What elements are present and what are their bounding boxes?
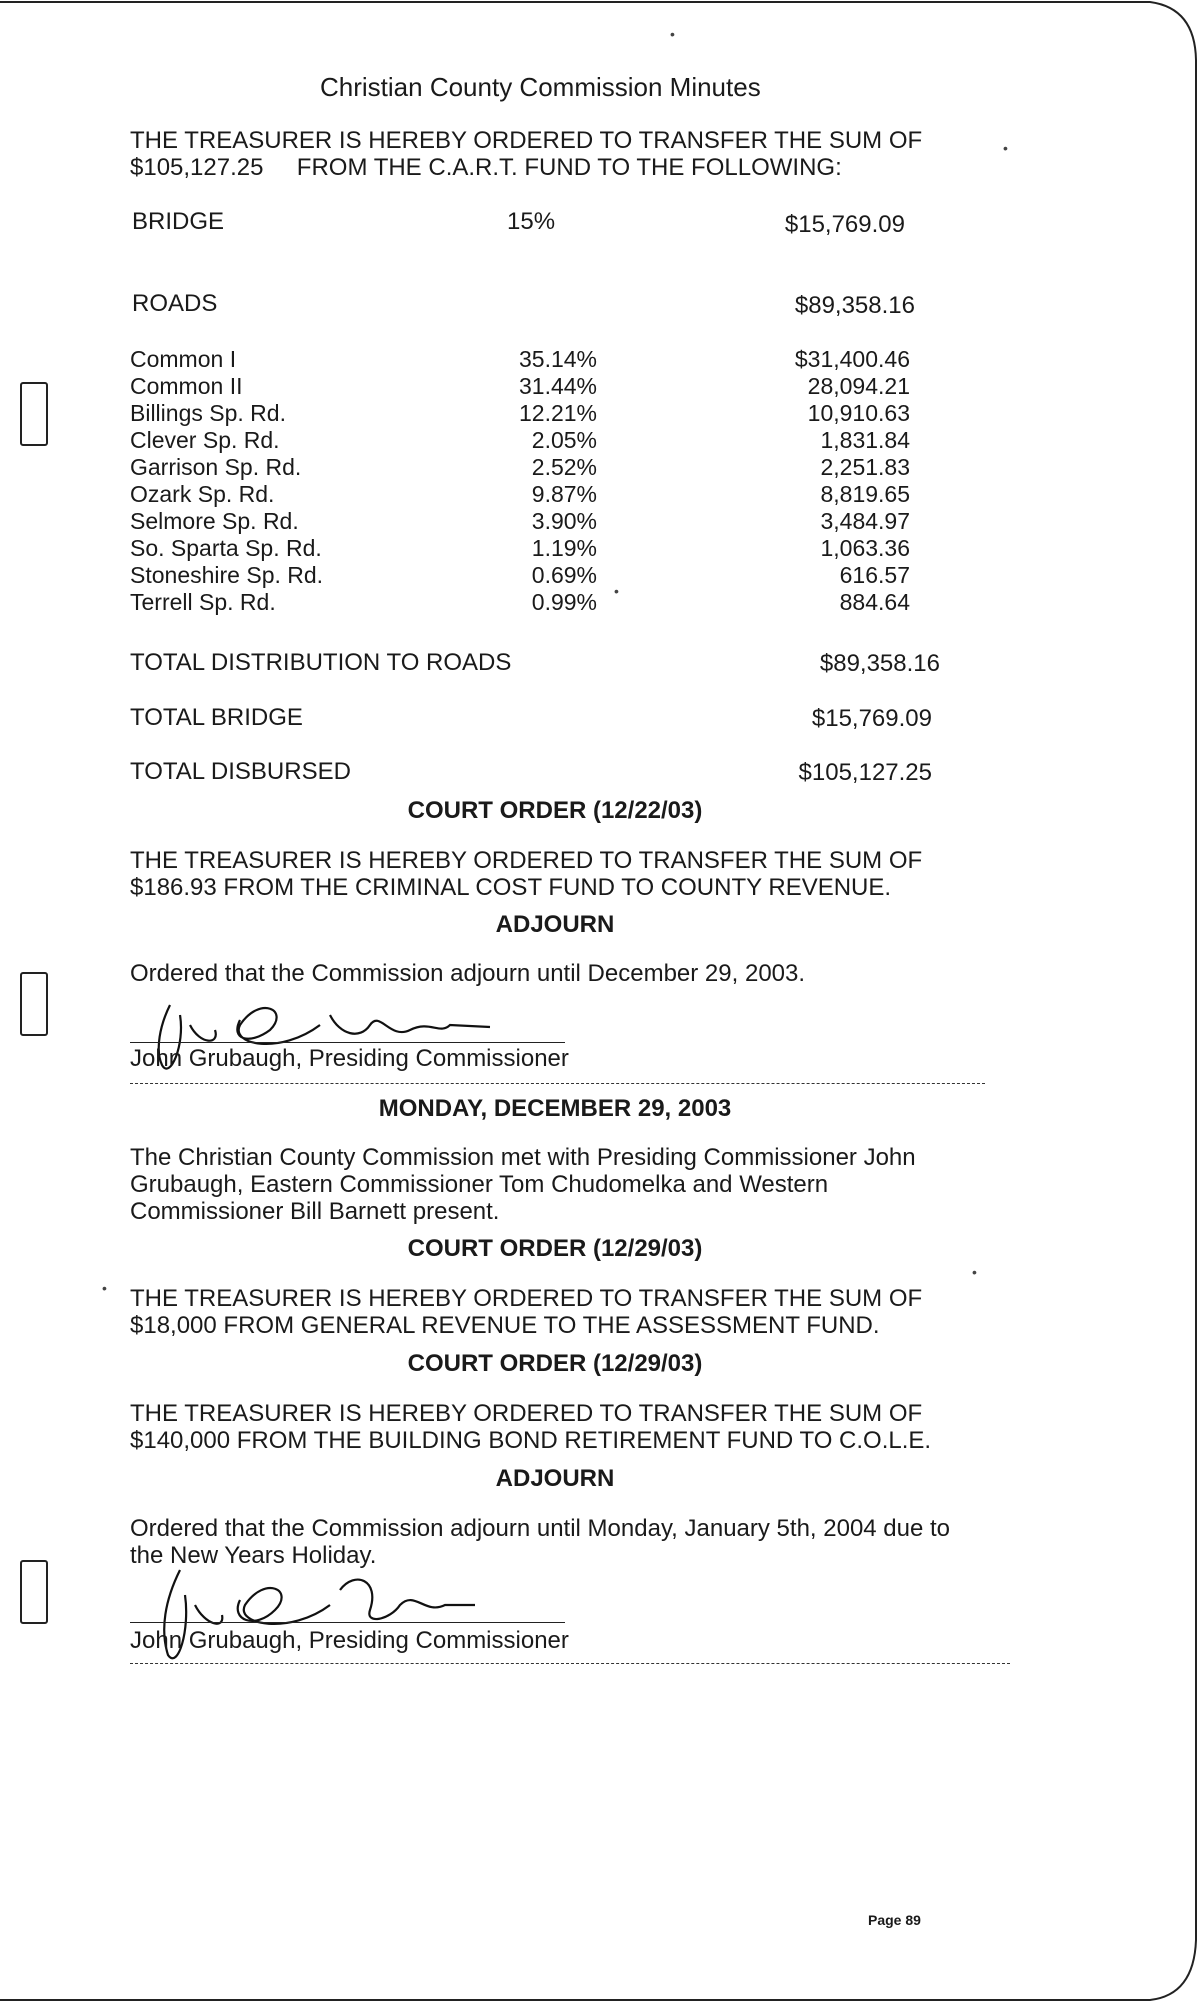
table-row	[130, 481, 930, 508]
total-bridge-amount: $15,769.09	[811, 705, 932, 732]
bridge-amount: $15,769.09	[784, 211, 905, 238]
road-amount: 1,063.36	[820, 535, 910, 561]
section-divider	[130, 1083, 985, 1084]
total-roads-label: TOTAL DISTRIBUTION TO ROADS	[130, 649, 512, 676]
adjourn-heading: ADJOURN	[495, 1465, 615, 1492]
scan-speck: •	[670, 26, 675, 42]
road-name: Stoneshire Sp. Rd.	[130, 562, 324, 588]
road-distribution-table	[130, 346, 930, 616]
meeting-line-1: The Christian County Commission met with Presiding Commissioner John	[130, 1144, 916, 1171]
table-row	[130, 346, 930, 373]
table-row	[130, 373, 930, 400]
road-amount: 884.64	[839, 589, 910, 615]
table-row	[130, 400, 930, 427]
court-order-line-2: $140,000 FROM THE BUILDING BOND RETIREMENT FUND TO C.O.L.E.	[130, 1427, 932, 1454]
bridge-pct: 15%	[507, 208, 556, 235]
court-order-heading: COURT ORDER (12/29/03)	[407, 1350, 703, 1377]
road-pct: 1.19%	[531, 535, 597, 561]
meeting-line-3: Commissioner Bill Barnett present.	[130, 1198, 500, 1225]
road-amount: 28,094.21	[807, 373, 910, 399]
court-order-line-2: $186.93 FROM THE CRIMINAL COST FUND TO COUNTY REVENUE.	[130, 874, 892, 901]
table-row	[130, 535, 930, 562]
road-name: Terrell Sp. Rd.	[130, 589, 276, 615]
table-row	[130, 508, 930, 535]
road-name: So. Sparta Sp. Rd.	[130, 535, 322, 561]
table-row	[130, 454, 930, 481]
road-amount: $31,400.46	[794, 346, 910, 372]
road-amount: 3,484.97	[820, 508, 910, 534]
adjourn-text: Ordered that the Commission adjourn until December 29, 2003.	[130, 960, 806, 987]
signer-name: John Grubaugh, Presiding Commissioner	[130, 1045, 569, 1072]
signer-name: John Grubaugh, Presiding Commissioner	[130, 1627, 569, 1654]
road-amount: 1,831.84	[820, 427, 910, 453]
signature-line	[130, 1042, 565, 1043]
court-order-line-1: THE TREASURER IS HEREBY ORDERED TO TRANSFER THE SUM OF	[130, 1285, 923, 1312]
intro-line-2: $105,127.25 FROM THE C.A.R.T. FUND TO THE FOLLOWING:	[130, 154, 842, 181]
bridge-label: BRIDGE	[132, 208, 225, 235]
road-pct: 35.14%	[518, 346, 597, 372]
table-row	[130, 427, 930, 454]
road-pct: 2.05%	[531, 427, 597, 453]
meeting-date-heading: MONDAY, DECEMBER 29, 2003	[378, 1095, 732, 1122]
page-number: Page 89	[868, 1912, 921, 1928]
road-pct: 3.90%	[531, 508, 597, 534]
road-amount: 616.57	[839, 562, 910, 588]
table-row	[130, 589, 930, 616]
scan-speck: •	[1003, 140, 1008, 156]
scan-speck: •	[972, 1264, 977, 1280]
court-order-line-1: THE TREASURER IS HEREBY ORDERED TO TRANSFER THE SUM OF	[130, 847, 923, 874]
intro-line-1: THE TREASURER IS HEREBY ORDERED TO TRANSFER THE SUM OF	[130, 127, 923, 154]
table-row	[130, 562, 930, 589]
section-divider	[130, 1663, 1010, 1664]
document-title: Christian County Commission Minutes	[320, 72, 761, 102]
road-amount: 10,910.63	[807, 400, 910, 426]
road-pct: 12.21%	[518, 400, 597, 426]
total-disbursed-amount: $105,127.25	[798, 759, 932, 786]
road-pct: 31.44%	[518, 373, 597, 399]
road-name: Common I	[130, 346, 237, 372]
total-disbursed-label: TOTAL DISBURSED	[130, 758, 351, 785]
court-order-line-1: THE TREASURER IS HEREBY ORDERED TO TRANSFER THE SUM OF	[130, 1400, 923, 1427]
total-bridge-label: TOTAL BRIDGE	[130, 704, 303, 731]
road-pct: 9.87%	[531, 481, 597, 507]
road-name: Garrison Sp. Rd.	[130, 454, 302, 480]
road-amount: 8,819.65	[820, 481, 910, 507]
road-pct: 0.69%	[531, 562, 597, 588]
road-name: Selmore Sp. Rd.	[130, 508, 299, 534]
road-pct: 0.99%	[531, 589, 597, 615]
court-order-heading: COURT ORDER (12/22/03)	[407, 797, 703, 824]
road-name: Ozark Sp. Rd.	[130, 481, 275, 507]
total-roads-amount: $89,358.16	[819, 650, 940, 677]
binder-hole	[20, 1560, 48, 1624]
adjourn-heading: ADJOURN	[495, 911, 615, 938]
roads-amount: $89,358.16	[794, 292, 915, 319]
scan-speck: •	[614, 583, 619, 599]
court-order-line-2: $18,000 FROM GENERAL REVENUE TO THE ASSESSMENT FUND.	[130, 1312, 880, 1339]
road-name: Billings Sp. Rd.	[130, 400, 286, 426]
binder-hole	[20, 972, 48, 1036]
meeting-line-2: Grubaugh, Eastern Commissioner Tom Chudomelka and Western	[130, 1171, 829, 1198]
road-name: Clever Sp. Rd.	[130, 427, 280, 453]
roads-label: ROADS	[132, 290, 218, 317]
adjourn-line-1: Ordered that the Commission adjourn until Monday, January 5th, 2004 due to	[130, 1515, 951, 1542]
court-order-heading: COURT ORDER (12/29/03)	[407, 1235, 703, 1262]
scan-speck: •	[102, 1280, 107, 1296]
adjourn-line-2: the New Years Holiday.	[130, 1542, 377, 1569]
road-name: Common II	[130, 373, 243, 399]
road-amount: 2,251.83	[820, 454, 910, 480]
road-pct: 2.52%	[531, 454, 597, 480]
signature-line	[130, 1622, 565, 1623]
binder-hole	[20, 382, 48, 446]
